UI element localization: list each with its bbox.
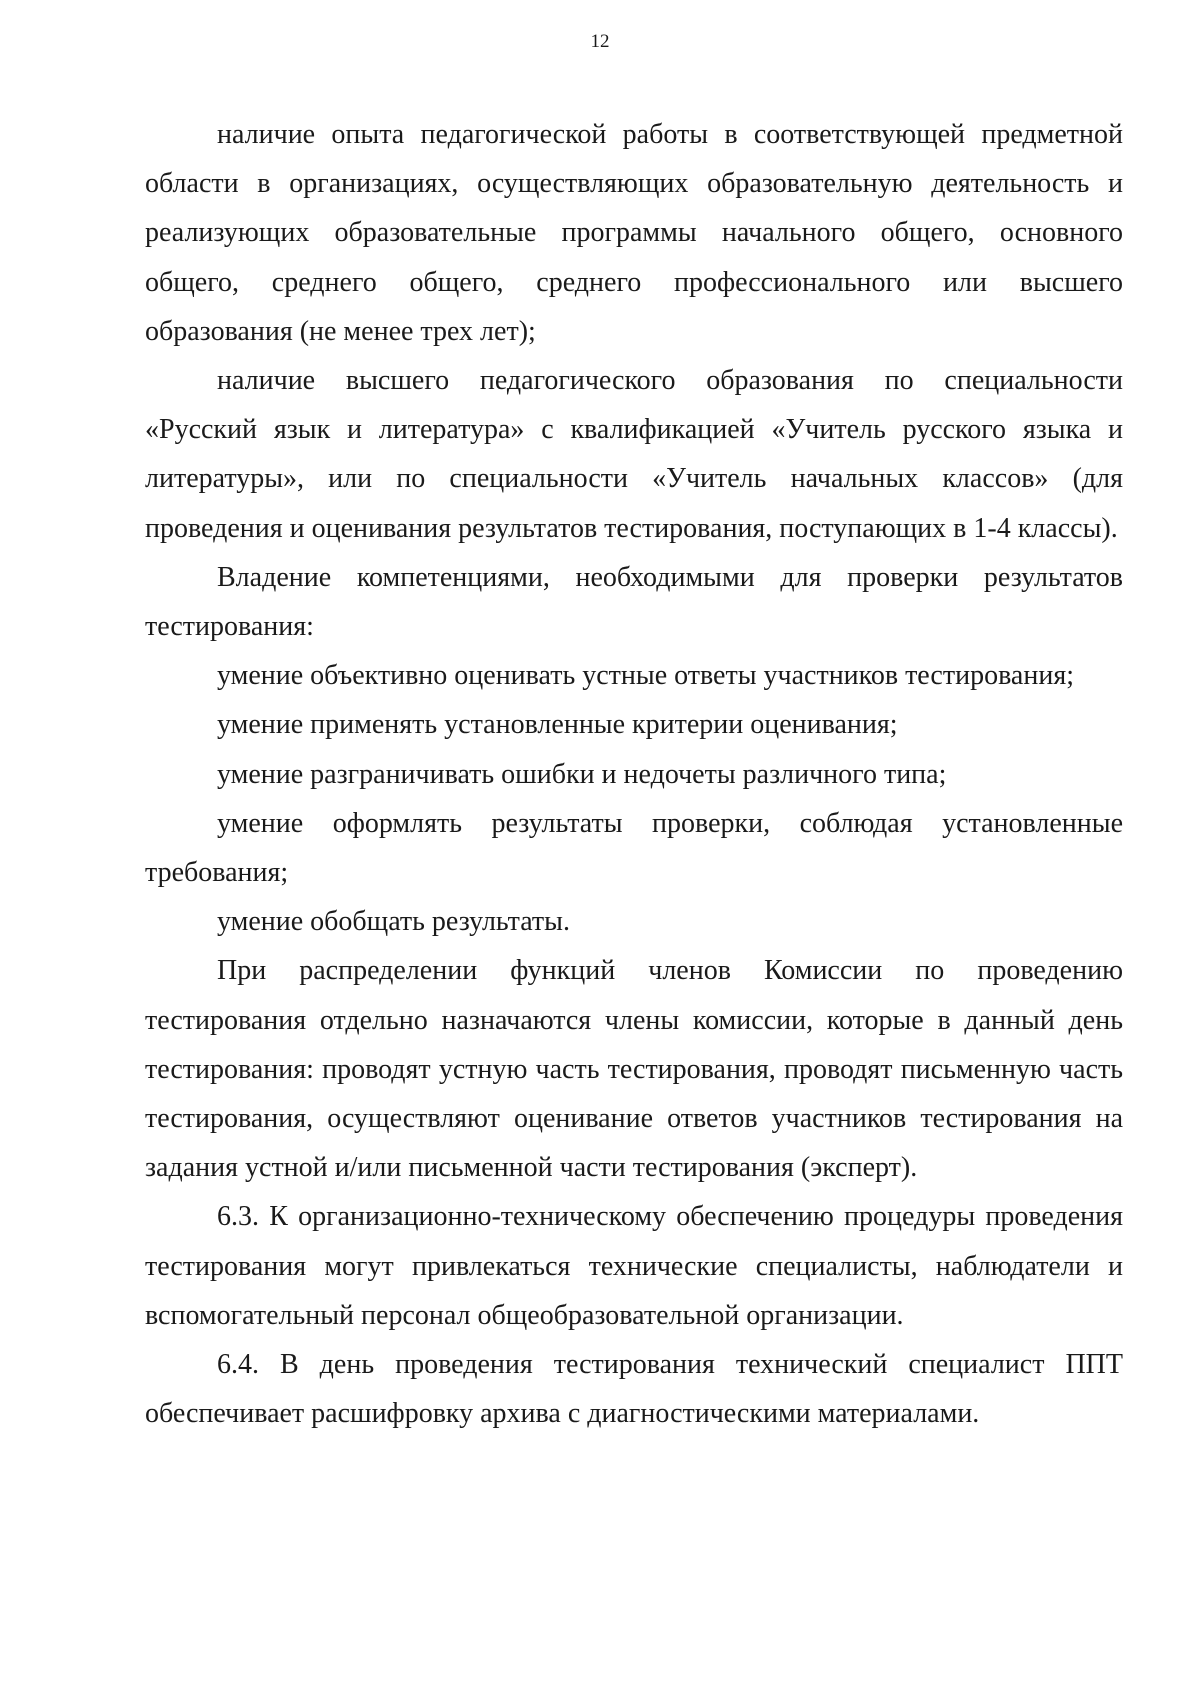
page-number: 12 xyxy=(590,31,610,52)
competency-item-oral-assessment: умение объективно оценивать устные ответы участников тестирования; xyxy=(217,660,1074,692)
paragraph-experience-requirement: наличие опыта педагогической работы в соответствующей предметной области в организациях, осуществляющих образовательную деятельность и реализующих образовательные программы начального общего, основного общего, среднего общего, среднего профессионального или высшего образования (не менее трех лет); xyxy=(145,119,1123,347)
competency-item-generalize-results: умение обобщать результаты. xyxy=(217,906,570,938)
paragraph-section-6-4: 6.4. В день проведения тестирования технический специалист ППТ обеспечивает расшифровку архива с диагностическими материалами. xyxy=(145,1349,1123,1430)
document-body xyxy=(145,110,1123,1438)
paragraph-section-6-3: 6.3. К организационно-техническому обеспечению процедуры проведения тестирования могут привлекаться технические специалисты, наблюдатели и вспомогательный персонал общеобразовательной организации. xyxy=(145,1201,1123,1331)
competency-item-apply-criteria: умение применять установленные критерии оценивания; xyxy=(217,709,898,741)
paragraph-commission-functions: При распределении функций членов Комиссии по проведению тестирования отдельно назначаются члены комиссии, которые в данный день тестирования: проводят устную часть тестирования, проводят письменную часть тестирования, осуществляют оценивание ответов участников тестирования на задания устной и/или письменной части тестирования (эксперт). xyxy=(145,955,1123,1184)
competency-item-distinguish-errors: умение разграничивать ошибки и недочеты различного типа; xyxy=(217,758,947,790)
paragraph-competencies-intro: Владение компетенциями, необходимыми для проверки результатов тестирования: xyxy=(145,561,1123,643)
competency-item-format-results: умение оформлять результаты проверки, соблюдая установленные требования; xyxy=(145,807,1123,889)
paragraph-education-requirement: наличие высшего педагогического образования по специальности «Русский язык и литература» с квалификацией «Учитель русского языка и литературы», или по специальности «Учитель начальных классов» (для проведения и оценивания результатов тестирования, поступающих в 1-4 классы). xyxy=(145,365,1123,544)
